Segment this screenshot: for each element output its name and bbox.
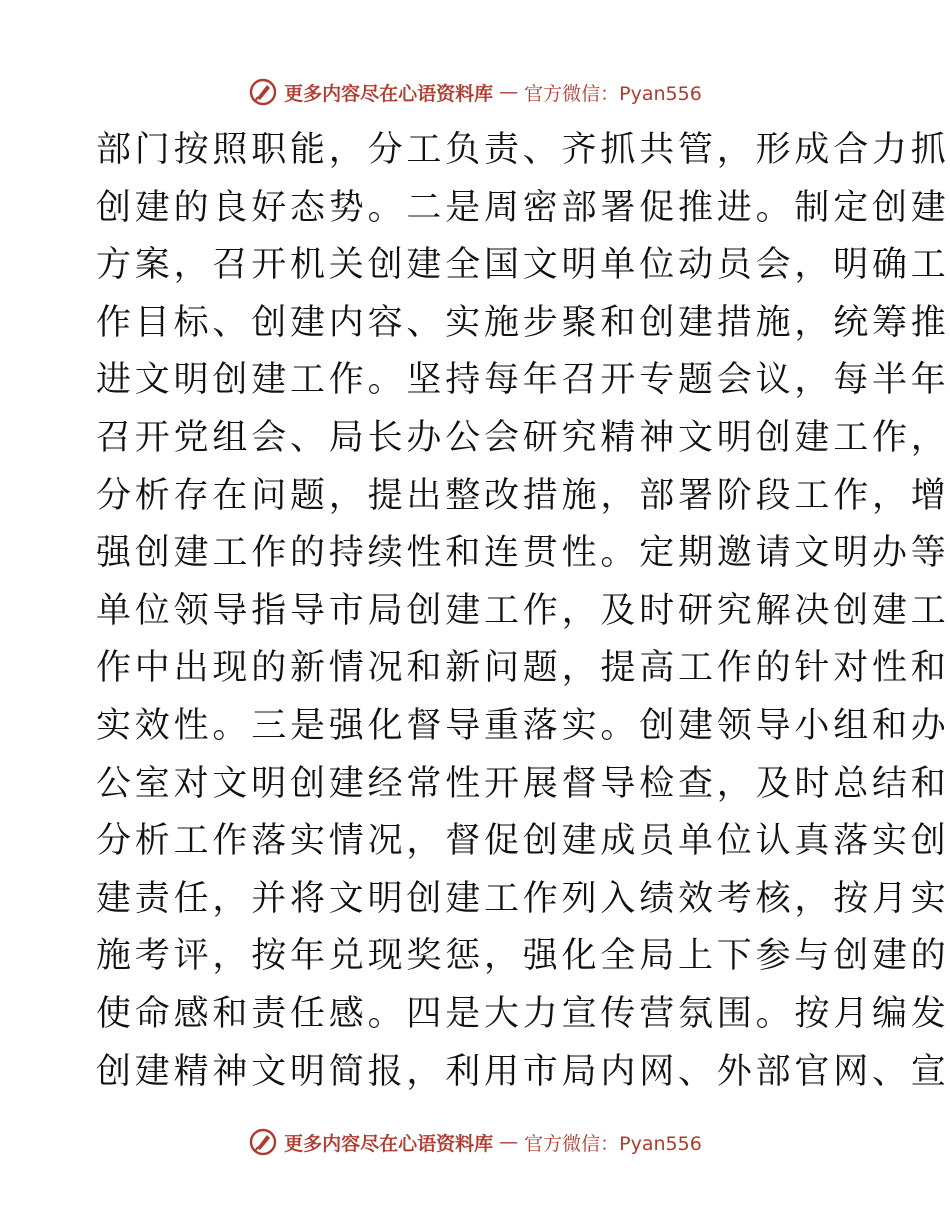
header-wechat-text: 官方微信：Pyan556 [524,82,702,105]
body-line: 强创建工作的持续性和连贯性。定期邀请文明办等 [96,533,950,574]
body-line: 实效性。三是强化督导重落实。创建领导小组和办 [96,705,950,746]
body-line: 施考评，按年兑现奖惩，强化全局上下参与创建的 [96,936,950,977]
body-line: 建责任，并将文明创建工作列入绩效考核，按月实 [96,878,950,919]
footer-wechat-text: 官方微信：Pyan556 [524,1132,702,1155]
body-line: 方案，召开机关创建全国文明单位动员会，明确工 [96,245,950,286]
body-line: 创建的良好态势。二是周密部署促推进。制定创建 [96,187,950,228]
body-line: 创建精神文明简报，利用市局内网、外部官网、宣 [96,1051,950,1092]
footer-separator: — [499,1131,519,1153]
body-line: 公室对文明创建经常性开展督导检查，及时总结和 [96,763,950,804]
footer-promo-text: 更多内容尽在心语资料库 [284,1132,494,1155]
header-banner [0,72,950,112]
body-line: 进文明创建工作。坚持每年召开专题会议，每半年 [96,360,950,401]
header-separator: — [499,81,519,103]
body-line: 召开党组会、局长办公会研究精神文明创建工作， [96,417,950,458]
footer-banner [0,1122,950,1162]
body-line: 使命感和责任感。四是大力宣传营氛围。按月编发 [96,993,950,1034]
body-line: 分析工作落实情况，督促创建成员单位认真落实创 [96,821,950,862]
pen-circle-logo-icon [248,77,278,107]
header-promo-text: 更多内容尽在心语资料库 [284,82,494,105]
body-line: 部门按照职能，分工负责、齐抓共管，形成合力抓 [96,130,950,170]
body-line: 作目标、创建内容、实施步聚和创建措施，统筹推 [96,302,950,343]
body-line: 作中出现的新情况和新问题，提高工作的针对性和 [96,648,950,689]
body-line: 单位领导指导市局创建工作，及时研究解决创建工 [96,590,950,631]
pen-circle-logo-icon [248,1127,278,1157]
body-line: 分析存在问题，提出整改措施，部署阶段工作，增 [96,475,950,516]
document-body [96,122,950,1101]
